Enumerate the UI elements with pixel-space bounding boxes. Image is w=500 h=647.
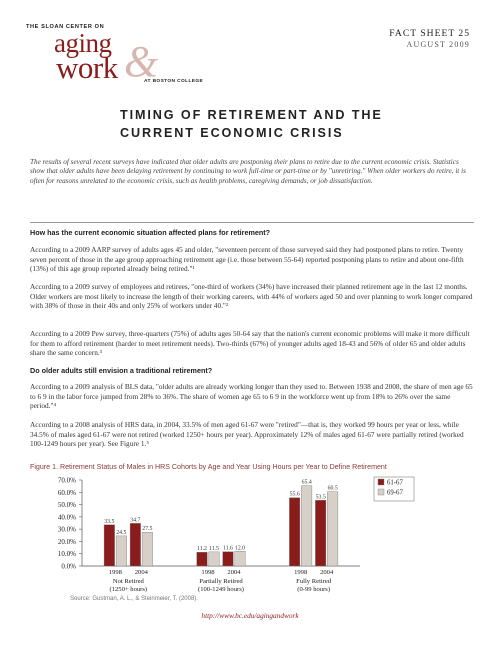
bar	[289, 498, 300, 566]
bar-value-label: 53.5	[315, 494, 326, 501]
y-tick-label: 10.0%	[57, 550, 76, 559]
section-divider	[30, 222, 474, 223]
legend-swatch	[378, 489, 384, 495]
x-tick-label: 1998	[294, 569, 308, 576]
document-title	[120, 106, 450, 142]
retirement-status-bar-chart	[30, 474, 470, 606]
x-tick-label: 2004	[227, 569, 241, 576]
bar	[315, 500, 326, 566]
figure-caption: Figure 1. Retirement Status of Males in HRS Cohorts by Age and Year Using Hours per Year to Define Retirement	[30, 463, 387, 471]
paragraph-hrs: According to a 2008 analysis of HRS data, in 2004, 33.5% of men aged 61-67 were "retired"—that is, they worked 99 hours per year or less, while 34.5% of males aged 61-67 were not retired (worked 1250+ hours per year). Approximately 12% of males aged 61-67 were partially retired (worked 100-1249 hours per year). See Figure 1.⁵	[30, 420, 464, 449]
bar-value-label: 60.5	[327, 485, 338, 492]
fact-sheet-date: AUGUST 2009	[406, 40, 470, 49]
bar-value-label: 34.7	[130, 517, 141, 524]
group-sublabel: (0-99 hours)	[297, 586, 331, 593]
x-tick-label: 1998	[108, 569, 122, 576]
group-sublabel: (1250+ hours)	[109, 586, 148, 593]
y-tick-label: 60.0%	[57, 488, 76, 497]
y-tick-label: 30.0%	[57, 525, 76, 534]
logo-aging-text: aging	[54, 28, 112, 58]
group-sublabel: (100-1249 hours)	[198, 586, 244, 593]
bar-value-label: 11.6	[223, 545, 233, 552]
footer-url-link[interactable]: http://www.bc.edu/agingandwork	[201, 611, 299, 620]
paragraph-pew: According to a 2009 Pew survey, three-quarters (75%) of adults ages 50-64 say that the nation's current economic problems will make it more difficult for them to afford retirement (harder to meet retirement needs). Two-thirds (67%) of younger adults aged 18-43 and 56% of older 65 and older adults share the same concern.³	[30, 329, 470, 358]
bar-value-label: 65.4	[301, 479, 312, 486]
paragraph-aarp: According to a 2009 AARP survey of adults ages 45 and older, "seventeen percent of those surveyed said they had postponed plans to retire. Twenty seven percent of those in the age group approaching retirement age (i.e. those between 55-64) reported postponing plans to retire and about one-fifth (13%) of this age group reported already being retired."¹	[30, 245, 464, 274]
group-label: Fully Retired	[296, 578, 332, 585]
logo-work-text: work	[56, 50, 118, 85]
logo-bc-text: AT BOSTON COLLEGE	[144, 79, 204, 84]
bar-value-label: 27.5	[142, 526, 153, 533]
paragraph-bls: According to a 2009 analysis of BLS data, "older adults are already working longer than they used to. Between 1938 and 2008, the share of men age 65 to 6 9 in the labor force jumped from 28% to 36%. The share of women age 65 to 6 9 in the workforce went up from 18% to 26% over the same period."⁴	[30, 382, 473, 411]
question-1: How has the current economic situation affected plans for retirement?	[30, 228, 271, 237]
logo-ampersand: &	[124, 37, 159, 86]
x-tick-label: 1998	[201, 569, 215, 576]
title-line-2: CURRENT ECONOMIC CRISIS	[120, 126, 344, 140]
legend-swatch	[378, 479, 384, 485]
bar	[235, 551, 246, 566]
bar	[197, 552, 208, 566]
y-tick-label: 70.0%	[57, 476, 76, 485]
bar-value-label: 33.5	[104, 518, 115, 525]
y-tick-label: 50.0%	[57, 501, 76, 510]
y-tick-label: 0.0%	[61, 562, 76, 571]
bar	[116, 536, 127, 566]
title-line-1: TIMING OF RETIREMENT AND THE	[120, 108, 383, 122]
group-label: Partially Retired	[199, 578, 243, 585]
aging-and-work-logo	[26, 24, 216, 86]
intro-paragraph: The results of several recent surveys have indicated that older adults are postponing their plans to retire due to the current economic crisis. Statistics show that older adults have been delaying retirement by continuing to work full-time or part-time or by "unretiring." When older workers do retire, it is often for reasons unrelated to the economic crisis, such as health problems, caregiving demands, or job dissatisfaction.	[30, 158, 466, 185]
group-label: Not Retired	[112, 578, 144, 585]
logo-top-text: THE SLOAN CENTER ON	[26, 24, 105, 30]
y-tick-label: 20.0%	[57, 537, 76, 546]
bar-value-label: 11.2	[197, 546, 207, 553]
fact-sheet-number: FACT SHEET 25	[389, 28, 470, 39]
bar-value-label: 55.6	[289, 491, 300, 498]
fact-sheet-header	[389, 28, 470, 49]
figure-source: Source: Gustman, A. L., & Steinmeier, T. (2008).	[70, 596, 198, 602]
legend-label: 61-67	[387, 479, 403, 487]
bar-value-label: 12.0	[234, 545, 246, 552]
paragraph-employee-survey: According to a 2009 survey of employees and retirees, "one-third of workers (34%) have increased their planned retirement age in the last 12 months. Older workers are most likely to increase the length of their working careers, with 44% of workers aged 50 and over planning to work longer compared with 38% of those in their 40s and only 25% of workers under 40."²	[30, 282, 473, 311]
bar	[301, 486, 312, 566]
bar	[223, 552, 234, 566]
bar	[209, 552, 220, 566]
bar-value-label: 24.5	[116, 529, 127, 536]
bar-value-label: 11.5	[209, 545, 219, 552]
bar	[104, 525, 115, 566]
question-2: Do older adults still envision a traditional retirement?	[30, 366, 213, 375]
bar	[130, 523, 141, 566]
legend-label: 69-67	[387, 489, 403, 497]
x-tick-label: 2004	[134, 569, 148, 576]
x-tick-label: 2004	[320, 569, 334, 576]
y-tick-label: 40.0%	[57, 513, 76, 522]
bar	[142, 532, 153, 566]
bar	[327, 492, 338, 566]
